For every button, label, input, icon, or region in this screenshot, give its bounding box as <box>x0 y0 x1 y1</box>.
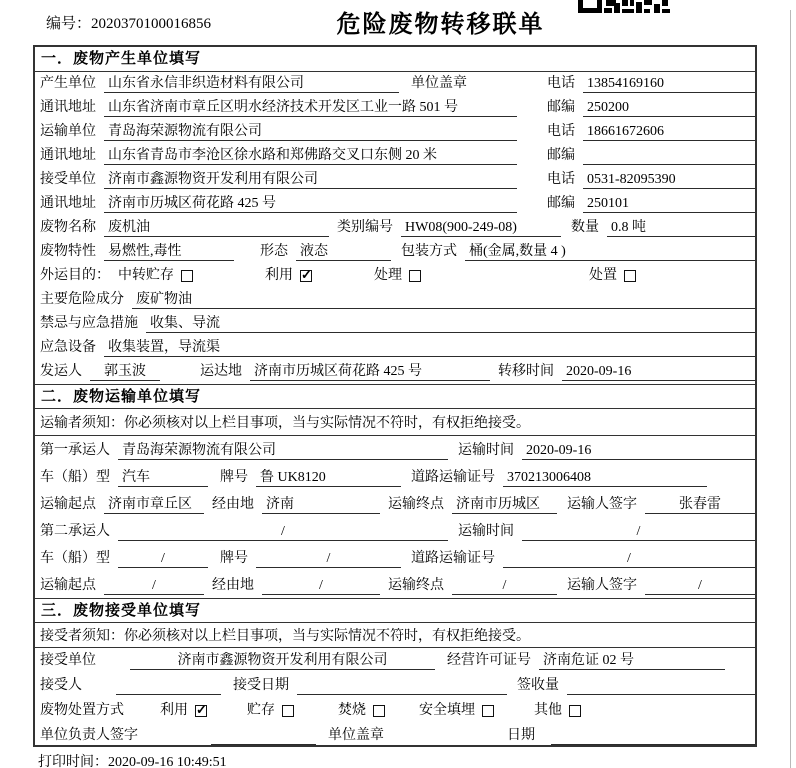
checkbox-treat <box>409 270 421 282</box>
via-label: 经由地 <box>212 578 254 593</box>
receiver-address-row <box>35 192 755 216</box>
disposal-label: 废物处置方式 <box>40 703 124 718</box>
purpose-option-transfer: 中转贮存 <box>118 267 193 285</box>
producer-value: 山东省永信非织造材料有限公司 <box>104 75 399 93</box>
seal-label: 单位盖章 <box>411 76 467 91</box>
notice-text: 你必须核对以上栏目事项，当与实际情况不符时，有权拒绝接受。 <box>124 416 530 431</box>
consignor-label: 发运人 <box>40 364 82 379</box>
zip-label: 邮编 <box>547 100 575 115</box>
carrier1-value: 青岛海荣源物流有限公司 <box>118 442 448 460</box>
manifest-form <box>33 45 757 747</box>
checkbox-disposal-other <box>569 705 581 717</box>
road-permit1-value: 370213006408 <box>503 469 707 487</box>
disposal-option-storage: 贮存 <box>247 702 294 720</box>
recipient-value <box>116 677 221 695</box>
purpose-option-dispose: 处置 <box>589 267 636 285</box>
transporter-label: 运输单位 <box>40 124 96 139</box>
disposal-row <box>35 698 755 723</box>
receiver-address-value: 济南市历城区荷花路 425 号 <box>104 195 517 213</box>
equipment-label: 应急设备 <box>40 340 96 355</box>
plate1-value: 鲁 UK8120 <box>256 469 401 487</box>
accept-unit-label: 接受单位 <box>40 653 96 668</box>
carrier-sign2-value: / <box>645 577 755 595</box>
packing-label: 包装方式 <box>401 244 457 259</box>
hazard-value: 废矿物油 <box>132 291 755 309</box>
via1-value: 济南 <box>262 496 380 514</box>
producer-row <box>35 72 755 96</box>
terminus-label: 运输终点 <box>388 497 444 512</box>
address-label: 通讯地址 <box>40 196 96 211</box>
transport-time1-value: 2020-09-16 <box>522 442 755 460</box>
form-value: 液态 <box>296 243 391 261</box>
carrier-sign-label: 运输人签字 <box>567 578 637 593</box>
serial-value: 2020370100016856 <box>91 16 212 32</box>
producer-zip-value: 250200 <box>583 99 755 117</box>
vehicle-type1-value: 汽车 <box>118 469 208 487</box>
carrier-sign1-value: 张春雷 <box>645 496 755 514</box>
purpose-option-treat: 处理 <box>374 267 421 285</box>
road-permit2-value: / <box>503 550 755 568</box>
print-time-label: 打印时间： <box>38 755 108 768</box>
purpose-row <box>35 264 755 288</box>
phone-label: 电话 <box>547 172 575 187</box>
checkbox-disposal-landfill <box>482 705 494 717</box>
route1-row <box>35 490 755 517</box>
date-label: 日期 <box>507 728 535 743</box>
license-value: 济南危证 02 号 <box>539 652 725 670</box>
receive-date-value <box>297 677 507 695</box>
receive-date-label: 接受日期 <box>233 678 289 693</box>
terminus-label: 运输终点 <box>388 578 444 593</box>
print-time-value: 2020-09-16 10:49:51 <box>108 755 227 768</box>
receiver-value: 济南市鑫源物资开发利用有限公司 <box>104 171 517 189</box>
chief-sign-label: 单位负责人签字 <box>40 728 138 743</box>
taboo-value: 收集、导流 <box>146 315 755 333</box>
chief-sign-row <box>35 723 755 748</box>
vehicle-type2-value: / <box>118 550 208 568</box>
vehicle-type-label: 车（船）型 <box>40 470 110 485</box>
receiver-label: 接受单位 <box>40 172 96 187</box>
recipient-label: 接受人 <box>40 678 82 693</box>
taboo-label: 禁忌与应急措施 <box>40 316 138 331</box>
via2-value: / <box>262 577 380 595</box>
carrier2-value: / <box>118 523 448 541</box>
transporter-row <box>35 120 755 144</box>
producer-label: 产生单位 <box>40 76 96 91</box>
terminus2-value: / <box>452 577 557 595</box>
address-label: 通讯地址 <box>40 148 96 163</box>
origin-label: 运输起点 <box>40 497 96 512</box>
serial-label: 编号： <box>46 16 92 32</box>
phone-label: 电话 <box>547 76 575 91</box>
recipient-row <box>35 673 755 698</box>
consignor-value: 郭玉波 <box>90 363 160 381</box>
transporter-phone-value: 18661672606 <box>583 123 755 141</box>
transport-time-label: 运输时间 <box>458 524 514 539</box>
route2-row <box>35 571 755 598</box>
checkbox-disposal-incinerate <box>373 705 385 717</box>
unit-seal-label: 单位盖章 <box>328 728 384 743</box>
road-permit-label: 道路运输证号 <box>411 551 495 566</box>
via-label: 经由地 <box>212 497 254 512</box>
receiver-zip-value: 250101 <box>583 195 755 213</box>
category-label: 类别编号 <box>337 220 393 235</box>
waste-name-row <box>35 216 755 240</box>
trait-value: 易燃性,毒性 <box>104 243 234 261</box>
plate-label: 牌号 <box>220 551 248 566</box>
print-time <box>38 751 227 768</box>
disposal-option-landfill: 安全填埋 <box>419 702 494 720</box>
page-title: 危险废物转移联单 <box>336 12 545 38</box>
accept-unit-row <box>35 648 755 673</box>
transporter-address-row <box>35 144 755 168</box>
disposal-option-other: 其他 <box>534 702 581 720</box>
form-label: 形态 <box>260 244 288 259</box>
vehicle2-row <box>35 544 755 571</box>
carrier-sign-label: 运输人签字 <box>567 497 637 512</box>
producer-phone-value: 13854169160 <box>583 75 755 93</box>
transporter-zip-value <box>583 147 755 165</box>
transport-time-label: 运输时间 <box>458 443 514 458</box>
terminus1-value: 济南市历城区 <box>452 496 557 514</box>
waste-trait-row <box>35 240 755 264</box>
transfer-time-label: 转移时间 <box>498 364 554 379</box>
checkbox-disposal-use <box>195 705 207 717</box>
notice-label: 接受者须知： <box>40 629 124 644</box>
notice-text: 你必须核对以上栏目事项，当与实际情况不符时，有权拒绝接受。 <box>124 629 530 644</box>
carrier1-row <box>35 436 755 463</box>
vehicle1-row <box>35 463 755 490</box>
date-value <box>551 727 755 745</box>
received-amount-value <box>567 677 755 695</box>
waste-name-label: 废物名称 <box>40 220 96 235</box>
carrier2-label: 第二承运人 <box>40 524 110 539</box>
hazard-label: 主要危险成分 <box>40 292 124 307</box>
license-label: 经营许可证号 <box>447 653 531 668</box>
quantity-label: 数量 <box>571 220 599 235</box>
equipment-value: 收集装置，导流渠 <box>104 339 755 357</box>
transport-time2-value: / <box>522 523 755 541</box>
packing-value: 桶(金属,数量 4 ) <box>465 243 755 261</box>
disposal-option-use: 利用 ✓ <box>160 702 207 720</box>
disposal-option-incinerate: 焚烧 <box>338 702 385 720</box>
destination-label: 运达地 <box>200 364 242 379</box>
section2-title: 二．废物运输单位填写 <box>35 384 755 409</box>
checkbox-transfer-storage <box>181 270 193 282</box>
category-value: HW08(900-249-08) <box>401 219 561 237</box>
phone-label: 电话 <box>547 124 575 139</box>
received-amount-label: 签收量 <box>517 678 559 693</box>
taboo-row <box>35 312 755 336</box>
origin2-value: / <box>104 577 204 595</box>
transporter-address-value: 山东省青岛市李沧区徐水路和郑佛路交叉口东侧 20 米 <box>104 147 517 165</box>
transporter-notice-row <box>35 409 755 436</box>
transporter-value: 青岛海荣源物流有限公司 <box>104 123 517 141</box>
road-permit-label: 道路运输证号 <box>411 470 495 485</box>
purpose-label: 外运目的： <box>40 268 110 283</box>
purpose-option-use: 利用 ✓ <box>265 267 312 285</box>
checkbox-dispose <box>624 270 636 282</box>
section1-title: 一．废物产生单位填写 <box>35 47 755 72</box>
producer-address-value: 山东省济南市章丘区明水经济技术开发区工业一路 501 号 <box>104 99 517 117</box>
hazard-row <box>35 288 755 312</box>
chief-sign-value <box>211 727 316 745</box>
carrier2-row <box>35 517 755 544</box>
accept-unit-value: 济南市鑫源物资开发利用有限公司 <box>130 652 435 670</box>
transfer-time-value: 2020-09-16 <box>562 363 755 381</box>
page-edge-line <box>790 10 791 768</box>
carrier1-label: 第一承运人 <box>40 443 110 458</box>
receiver-notice-row <box>35 623 755 648</box>
trait-label: 废物特性 <box>40 244 96 259</box>
checkbox-use <box>300 270 312 282</box>
origin-label: 运输起点 <box>40 578 96 593</box>
receiver-phone-value: 0531-82095390 <box>583 171 755 189</box>
checkbox-disposal-storage <box>282 705 294 717</box>
destination-value: 济南市历城区荷花路 425 号 <box>250 363 490 381</box>
zip-label: 邮编 <box>547 196 575 211</box>
quantity-value: 0.8 吨 <box>607 219 755 237</box>
origin1-value: 济南市章丘区 <box>104 496 204 514</box>
plate-label: 牌号 <box>220 470 248 485</box>
vehicle-type-label: 车（船）型 <box>40 551 110 566</box>
receiver-row <box>35 168 755 192</box>
zip-label: 邮编 <box>547 148 575 163</box>
address-label: 通讯地址 <box>40 100 96 115</box>
producer-address-row <box>35 96 755 120</box>
section3-title: 三．废物接受单位填写 <box>35 598 755 623</box>
equipment-row <box>35 336 755 360</box>
consignor-row <box>35 360 755 384</box>
notice-label: 运输者须知： <box>40 416 124 431</box>
plate2-value: / <box>256 550 401 568</box>
qr-code-fragment-icon <box>578 0 670 18</box>
waste-name-value: 废机油 <box>104 219 329 237</box>
